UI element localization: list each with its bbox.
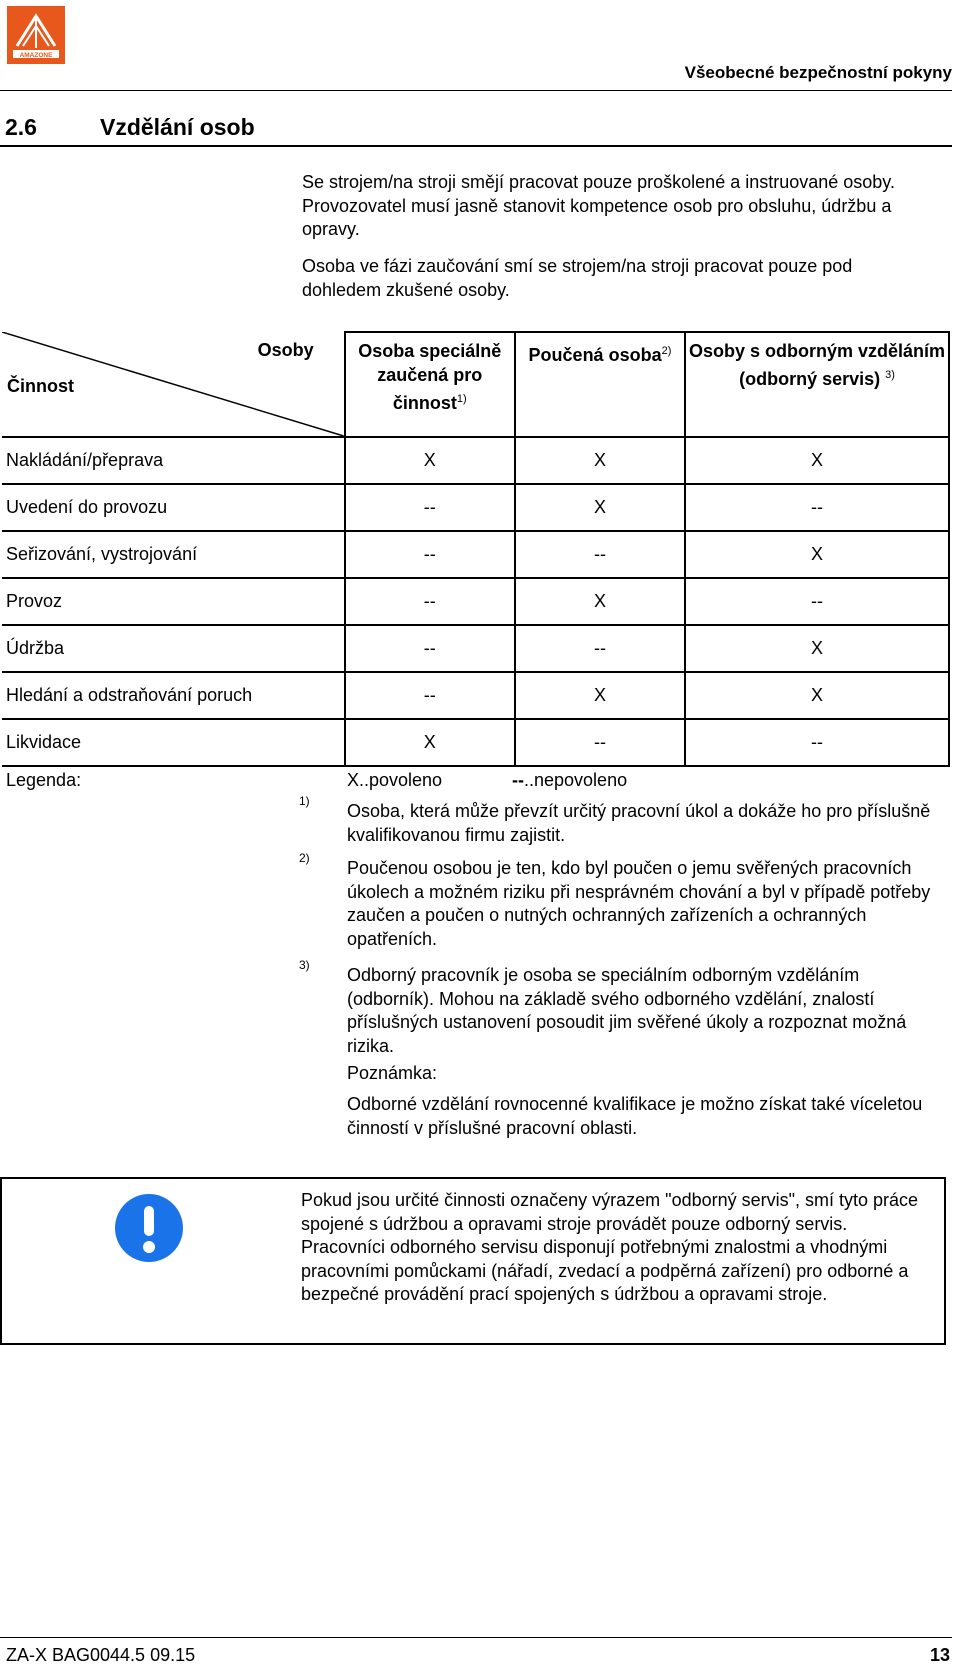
permission-cell: -- xyxy=(515,531,685,578)
section-title: Vzdělání osob xyxy=(100,114,255,140)
table-row xyxy=(2,625,949,672)
header-rule xyxy=(0,90,952,91)
permission-cell: -- xyxy=(345,578,515,625)
amazone-logo xyxy=(7,6,65,64)
table-corner-cell xyxy=(2,332,345,437)
activity-cell: Údržba xyxy=(2,625,345,672)
activity-cell: Likvidace xyxy=(2,719,345,766)
intro-paragraph-1: Se strojem/na stroji smějí pracovat pouze proškolené a instruované osoby. Provozovatel musí jasně stanovit kompetence osob pro obsluhu, údržbu a opravy. xyxy=(302,172,895,239)
info-exclamation-icon xyxy=(114,1193,184,1263)
permission-cell: -- xyxy=(685,484,949,531)
footnote-text-2: Poučenou osobou je ten, kdo byl poučen o jemu svěřených pracovních úkolech a možném riziku při nesprávném chování a byl v případě potřeby zaučen a poučen o nutných ochranných zařízeních a ochranných opatřeních. xyxy=(347,858,931,949)
column-header-1: Osoba speciálně zaučená pro činnost$^{1)}$ xyxy=(345,332,515,437)
footnote-text-1: Osoba, která může převzít určitý pracovní úkol a dokáže ho pro příslušně kvalifikovanou firmu zajistit. xyxy=(347,801,931,845)
permission-cell: X xyxy=(685,625,949,672)
legend-not-allowed: --..nepovoleno xyxy=(512,770,628,790)
qualification-table xyxy=(2,331,950,767)
column-header-label: Osoby xyxy=(257,340,314,360)
note-text: Odborné vzdělání rovnocenné kvalifikace je možno získat také víceletou činností v příslušné pracovní oblasti. xyxy=(347,1094,923,1138)
footer-doc-id: ZA-X BAG0044.5 09.15 xyxy=(6,1645,196,1665)
footnote-mark-3: 3) xyxy=(299,958,310,972)
permission-cell: -- xyxy=(515,625,685,672)
permission-cell: X xyxy=(515,578,685,625)
permission-cell: X xyxy=(345,719,515,766)
permission-cell: -- xyxy=(345,625,515,672)
permission-cell: -- xyxy=(685,719,949,766)
footer-rule xyxy=(0,1637,952,1638)
table-row xyxy=(2,531,949,578)
table-row xyxy=(2,484,949,531)
legend-label: Legenda: xyxy=(6,770,82,790)
note-label: Poznámka: xyxy=(347,1063,438,1083)
activity-cell: Seřizování, vystrojování xyxy=(2,531,345,578)
permission-cell: -- xyxy=(345,484,515,531)
permission-cell: -- xyxy=(345,672,515,719)
activity-cell: Nakládání/přeprava xyxy=(2,437,345,484)
section-rule xyxy=(0,145,952,147)
info-box-left-border xyxy=(0,1177,2,1345)
permission-cell: -- xyxy=(515,719,685,766)
table-row xyxy=(2,578,949,625)
footnote-text-3: Odborný pracovník je osoba se speciálním odborným vzděláním (odborník). Mohou na základě svého odborného vzdělání, znalostí příslušných ustanovení posoudit jim svěřené úkoly a rozpoznat možná rizika. xyxy=(347,965,907,1056)
permission-cell: X xyxy=(685,437,949,484)
permission-cell: X xyxy=(345,437,515,484)
footnote-mark-1: 1) xyxy=(299,794,310,808)
permission-cell: X xyxy=(685,672,949,719)
permission-cell: X xyxy=(515,484,685,531)
permission-cell: -- xyxy=(345,531,515,578)
table-row xyxy=(2,437,949,484)
page-number: 13 xyxy=(929,1645,950,1665)
activity-cell: Provoz xyxy=(2,578,345,625)
column-header-3: Osoby s odborným vzděláním (odborný servis) $^{3)}$ xyxy=(685,332,949,437)
column-header-2: Poučená osoba$^{2)}$ xyxy=(515,332,685,437)
legend-allowed: X..povoleno xyxy=(347,770,443,790)
permission-cell: X xyxy=(685,531,949,578)
table-row xyxy=(2,719,949,766)
footnote-mark-2: 2) xyxy=(299,851,310,865)
table-row xyxy=(2,672,949,719)
activity-cell: Uvedení do provozu xyxy=(2,484,345,531)
activity-cell: Hledání a odstraňování poruch xyxy=(2,672,345,719)
permission-cell: X xyxy=(515,672,685,719)
intro-paragraph-2: Osoba ve fázi zaučování smí se strojem/na stroji pracovat pouze pod dohledem zkušené osoby. xyxy=(302,256,853,300)
row-header-label: Činnost xyxy=(7,376,74,396)
chapter-heading: Všeobecné bezpečnostní pokyny xyxy=(684,63,952,82)
logo-graphic xyxy=(7,6,65,64)
permission-cell: -- xyxy=(685,578,949,625)
section-number: 2.6 xyxy=(5,114,37,140)
info-text: Pokud jsou určité činnosti označeny výrazem "odborný servis", smí tyto práce spojené s údržbou a opravami stroje provádět pouze odborný servis. Pracovníci odborného servisu disponují potřebnými znalostmi a vhodnými pracovními pomůckami (nářadí, zvedací a podpěrná zařízení) pro odborné a bezpečné provádění prací spojených s údržbou a opravami stroje. xyxy=(301,1190,919,1304)
permission-cell: X xyxy=(515,437,685,484)
svg-text:AMAZONE: AMAZONE xyxy=(19,52,53,59)
